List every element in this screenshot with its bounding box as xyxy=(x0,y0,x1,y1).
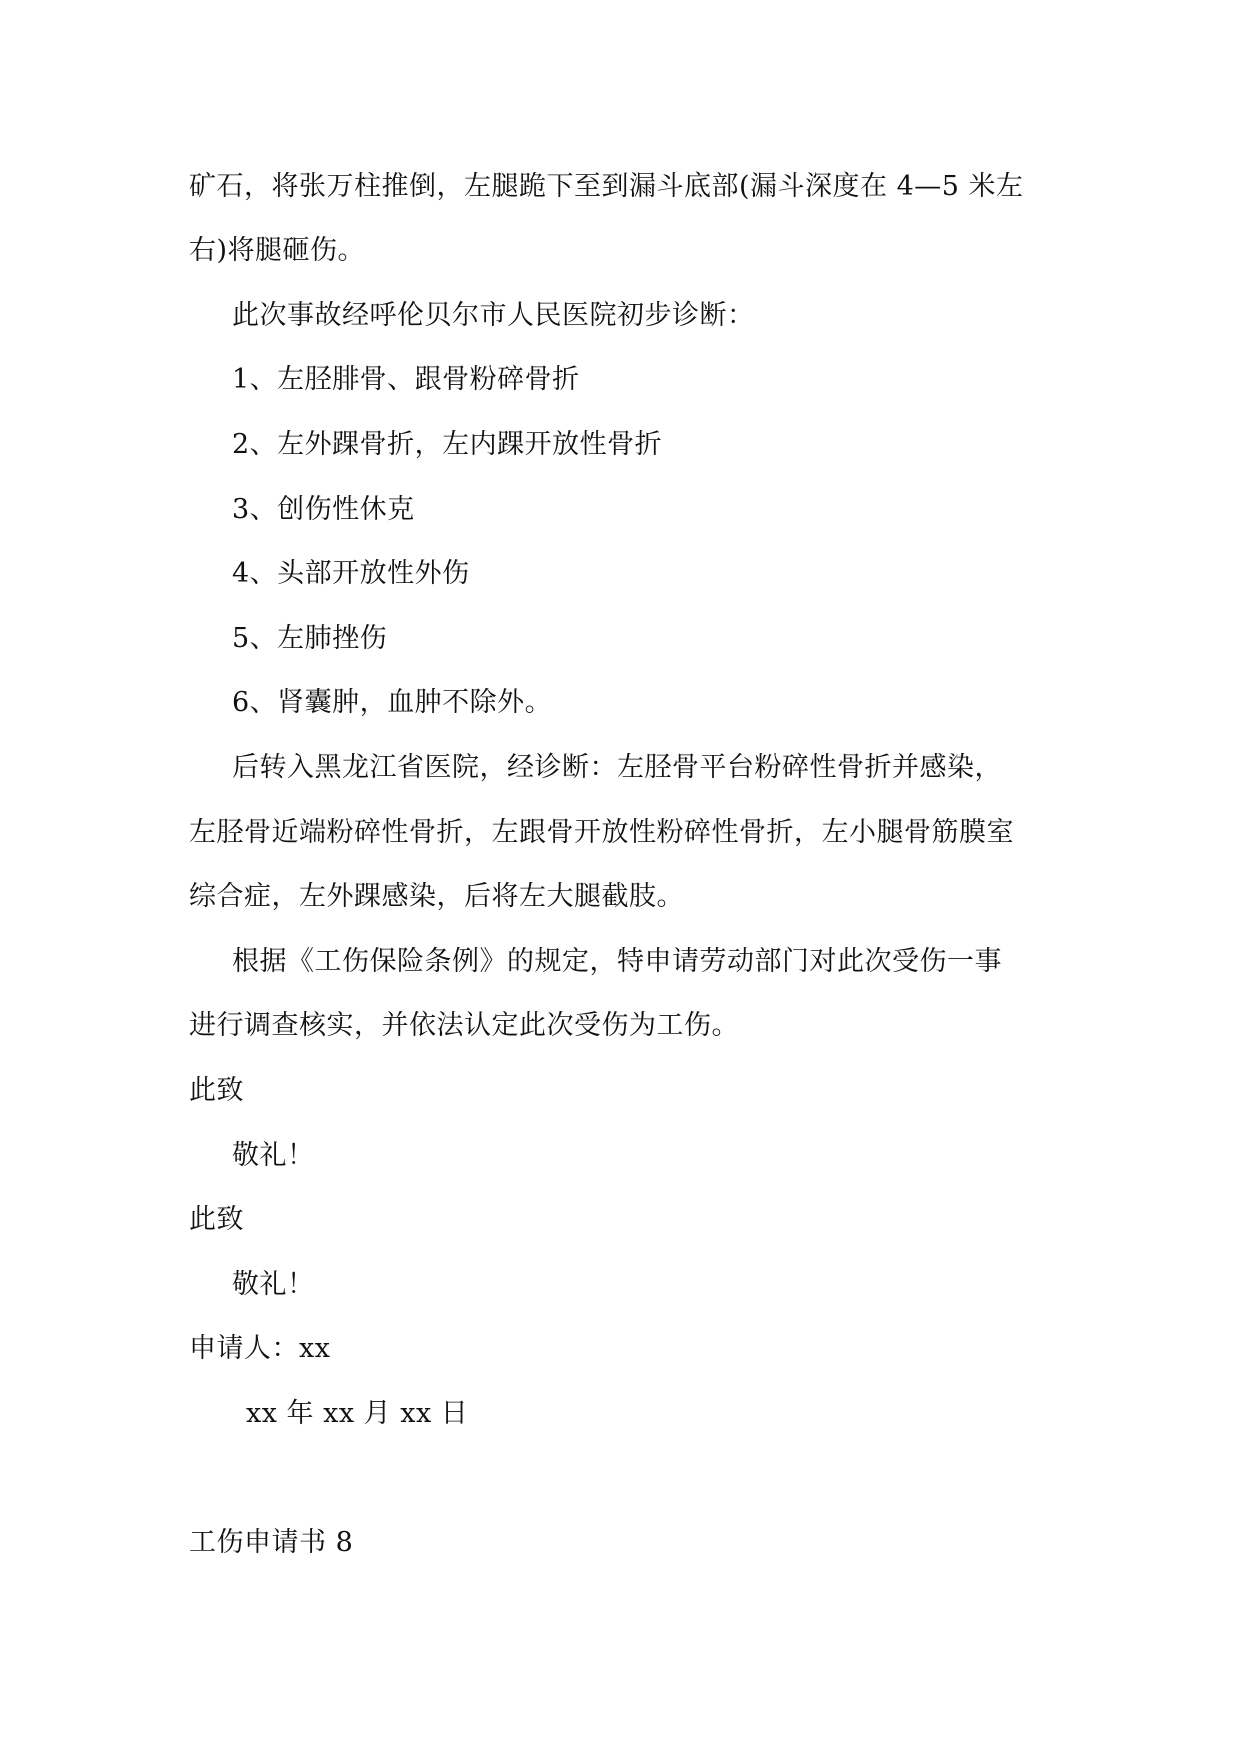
paragraph-line: 左胫骨近端粉碎性骨折，左跟骨开放性粉碎性骨折，左小腿骨筋膜室 xyxy=(189,817,1014,848)
paragraph-line: 进行调查核实，并依法认定此次受伤为工伤。 xyxy=(189,1010,739,1041)
closing-regards: 敬礼！ xyxy=(232,1269,315,1300)
paragraph-line: 综合症，左外踝感染，后将左大腿截肢。 xyxy=(189,881,684,912)
diagnosis-item: 6、肾囊肿，血肿不除外。 xyxy=(232,687,553,718)
section-heading: 工伤申请书 8 xyxy=(189,1527,354,1558)
paragraph-line: 此次事故经呼伦贝尔市人民医院初步诊断： xyxy=(232,300,755,331)
paragraph-line: 根据《工伤保险条例》的规定，特申请劳动部门对此次受伤一事 xyxy=(232,946,1002,977)
diagnosis-item: 3、创伤性休克 xyxy=(232,494,415,525)
paragraph-line: 右)将腿砸伤。 xyxy=(189,235,366,266)
paragraph-line: 后转入黑龙江省医院，经诊断：左胫骨平台粉碎性骨折并感染， xyxy=(232,752,1002,783)
diagnosis-item: 4、头部开放性外伤 xyxy=(232,558,470,589)
diagnosis-item: 2、左外踝骨折，左内踝开放性骨折 xyxy=(232,429,663,460)
date-line: xx 年 xx 月 xx 日 xyxy=(246,1398,469,1429)
applicant-line: 申请人：xx xyxy=(189,1333,331,1364)
paragraph-line: 矿石，将张万柱推倒，左腿跪下至到漏斗底部(漏斗深度在 4—5 米左 xyxy=(189,171,1024,202)
closing-salutation: 此致 xyxy=(189,1204,244,1235)
closing-salutation: 此致 xyxy=(189,1075,244,1106)
diagnosis-item: 1、左胫腓骨、跟骨粉碎骨折 xyxy=(232,364,580,395)
closing-regards: 敬礼！ xyxy=(232,1140,315,1171)
diagnosis-item: 5、左肺挫伤 xyxy=(232,623,388,654)
